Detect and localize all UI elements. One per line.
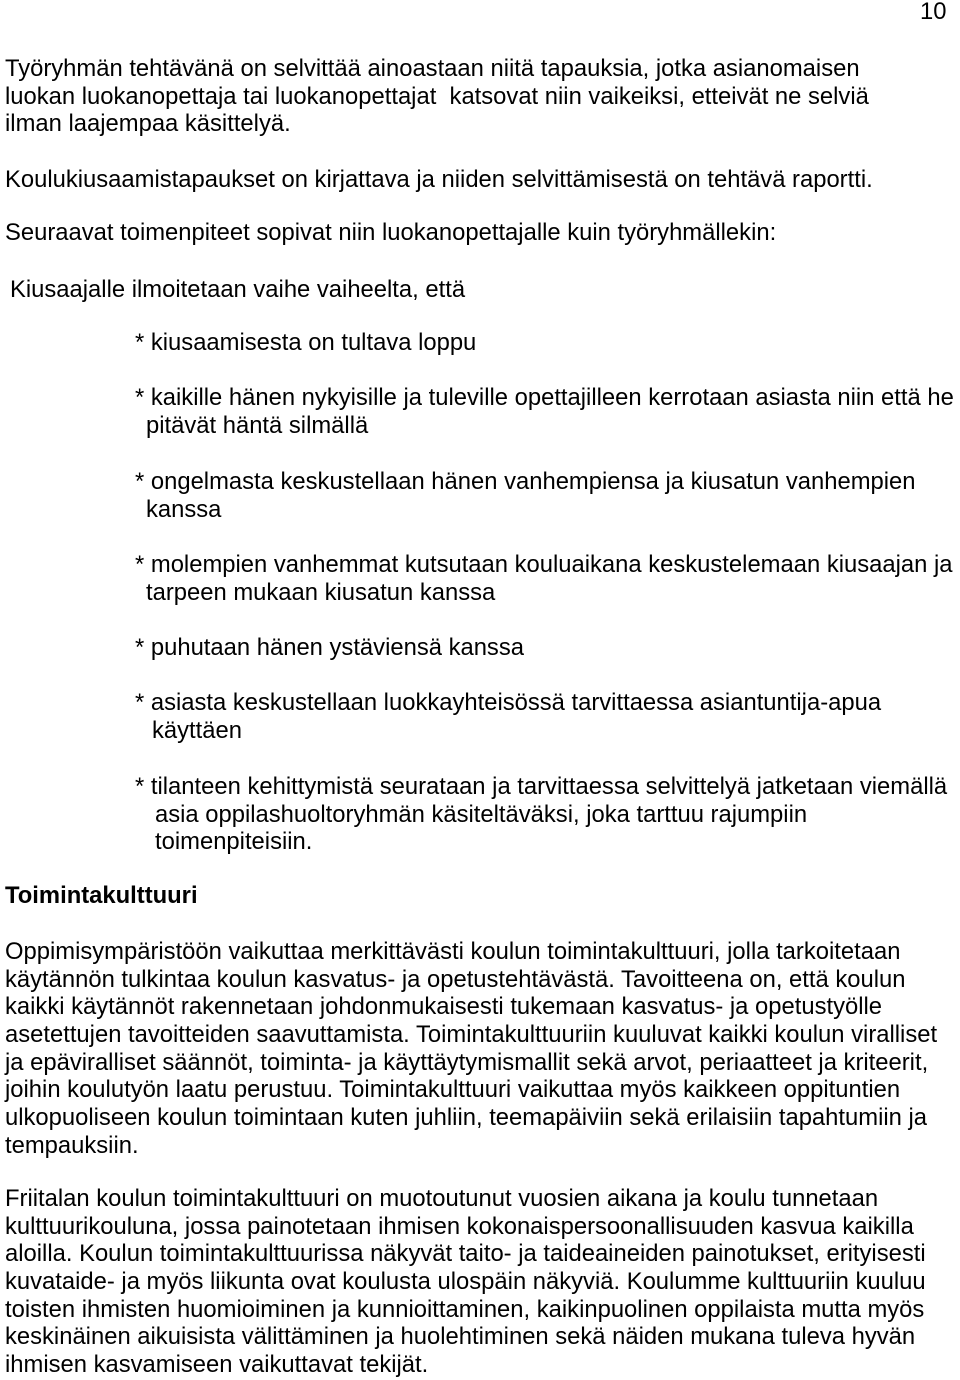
paragraph-line: kulttuurikouluna, jossa painotetaan ihmisen kokonaispersoonallisuuden kasvua kaikilla — [5, 1212, 914, 1240]
bully-notice-intro: Kiusaajalle ilmoitetaan vaihe vaiheelta, että — [10, 276, 466, 303]
list-item-line: * asiasta keskustellaan luokkayhteisössä tarvittaessa asiantuntija-apua — [135, 689, 882, 716]
list-item-line: * ongelmasta keskustellaan hänen vanhempiensa ja kiusatun vanhempien — [135, 468, 916, 495]
section-heading: Toimintakulttuuri — [5, 882, 198, 909]
list-item — [135, 551, 953, 606]
paragraph-line: luokan luokanopettaja tai luokanopettajat katsovat niin vaikeiksi, etteivät ne selviä — [5, 82, 869, 110]
list-item — [135, 329, 476, 357]
paragraph-line: kaikki käytännöt rakennetaan johdonmukaisesti tukemaan kasvatus- ja opetustyölle — [5, 993, 883, 1021]
list-item-line: * puhutaan hänen ystäviensä kanssa — [135, 634, 524, 661]
paragraph-line: Friitalan koulun toimintakulttuuri on muotoutunut vuosien aikana ja koulu tunnetaan — [5, 1185, 879, 1212]
list-item — [135, 773, 947, 856]
culture-paragraph — [5, 938, 937, 1160]
intro-paragraph — [5, 55, 869, 138]
list-item-line: * molempien vanhemmat kutsutaan kouluaikana keskustelemaan kiusaajan ja — [135, 551, 953, 578]
measures-intro-paragraph: Seuraavat toimenpiteet sopivat niin luokanopettajalle kuin työryhmällekin: — [5, 219, 777, 246]
list-item — [135, 384, 954, 439]
paragraph-line: ilman laajempaa käsittelyä. — [5, 110, 291, 138]
paragraph-line: ihmisen kasvamiseen vaikuttavat tekijät. — [5, 1351, 429, 1379]
reporting-paragraph: Koulukiusaamistapaukset on kirjattava ja niiden selvittämisestä on tehtävä raportti. — [5, 166, 873, 193]
paragraph-line: asetettujen tavoitteiden saavuttamista. Toimintakulttuuriin kuuluvat kaikki koulun viralliset — [5, 1021, 938, 1049]
list-item-line: toimenpiteisiin. — [155, 828, 313, 856]
paragraph-line: Työryhmän tehtävänä on selvittää ainoastaan niitä tapauksia, jotka asianomaisen — [5, 55, 860, 82]
list-item — [135, 468, 916, 523]
paragraph-line: käytännön tulkintaa koulun kasvatus- ja opetustehtävästä. Tavoitteena on, että koulun — [5, 965, 906, 993]
list-item-line: pitävät häntä silmällä — [146, 411, 369, 439]
list-item-line: asia oppilashuoltoryhmän käsiteltäväksi, joka tarttuu rajumpiin — [155, 800, 808, 828]
paragraph-line: ulkopuoliseen koulun toimintaan kuten juhliin, teemapäiviin sekä erilaisiin tapahtumiin ja — [5, 1104, 928, 1132]
list-item-line: * kiusaamisesta on tultava loppu — [135, 329, 477, 356]
culture-paragraph — [5, 1185, 926, 1379]
list-item-line: * tilanteen kehittymistä seurataan ja tarvittaessa selvittelyä jatketaan viemällä — [135, 773, 948, 800]
list-item-line: * kaikille hänen nykyisille ja tuleville opettajilleen kerrotaan asiasta niin että he — [135, 384, 954, 411]
paragraph-line: keskinäinen aikuisista välittäminen ja huolehtiminen sekä näiden mukana tuleva hyvän — [5, 1323, 916, 1351]
paragraph-line: Oppimisympäristöön vaikuttaa merkittävästi koulun toimintakulttuuri, jolla tarkoitetaan — [5, 938, 901, 965]
paragraph-line: aloilla. Koulun toimintakulttuurissa näkyvät taito- ja taideaineiden painotukset, erityisesti — [5, 1240, 926, 1268]
list-item-line: tarpeen mukaan kiusatun kanssa — [146, 578, 496, 606]
paragraph-line: toisten ihmisten huomioiminen ja kunnioittaminen, kaikinpuolinen oppilaista mutta myös — [5, 1295, 925, 1323]
paragraph-line: tempauksiin. — [5, 1131, 139, 1159]
list-item-line: käyttäen — [152, 716, 242, 744]
paragraph-line: kuvataide- ja myös liikunta ovat koulusta ulospäin näkyviä. Koulumme kulttuuriin kuuluu — [5, 1268, 926, 1296]
paragraph-line: ja epäviralliset säännöt, toiminta- ja käyttäytymismallit sekä arvot, periaatteet ja kriteerit, — [5, 1048, 929, 1076]
list-item — [135, 634, 524, 662]
list-item — [135, 689, 881, 744]
paragraph-line: joihin koulutyön laatu perustuu. Toimintakulttuuri vaikuttaa myös kaikkeen oppituntien — [5, 1076, 901, 1104]
page-number: 10 — [920, 0, 947, 25]
list-item-line: kanssa — [146, 495, 222, 523]
